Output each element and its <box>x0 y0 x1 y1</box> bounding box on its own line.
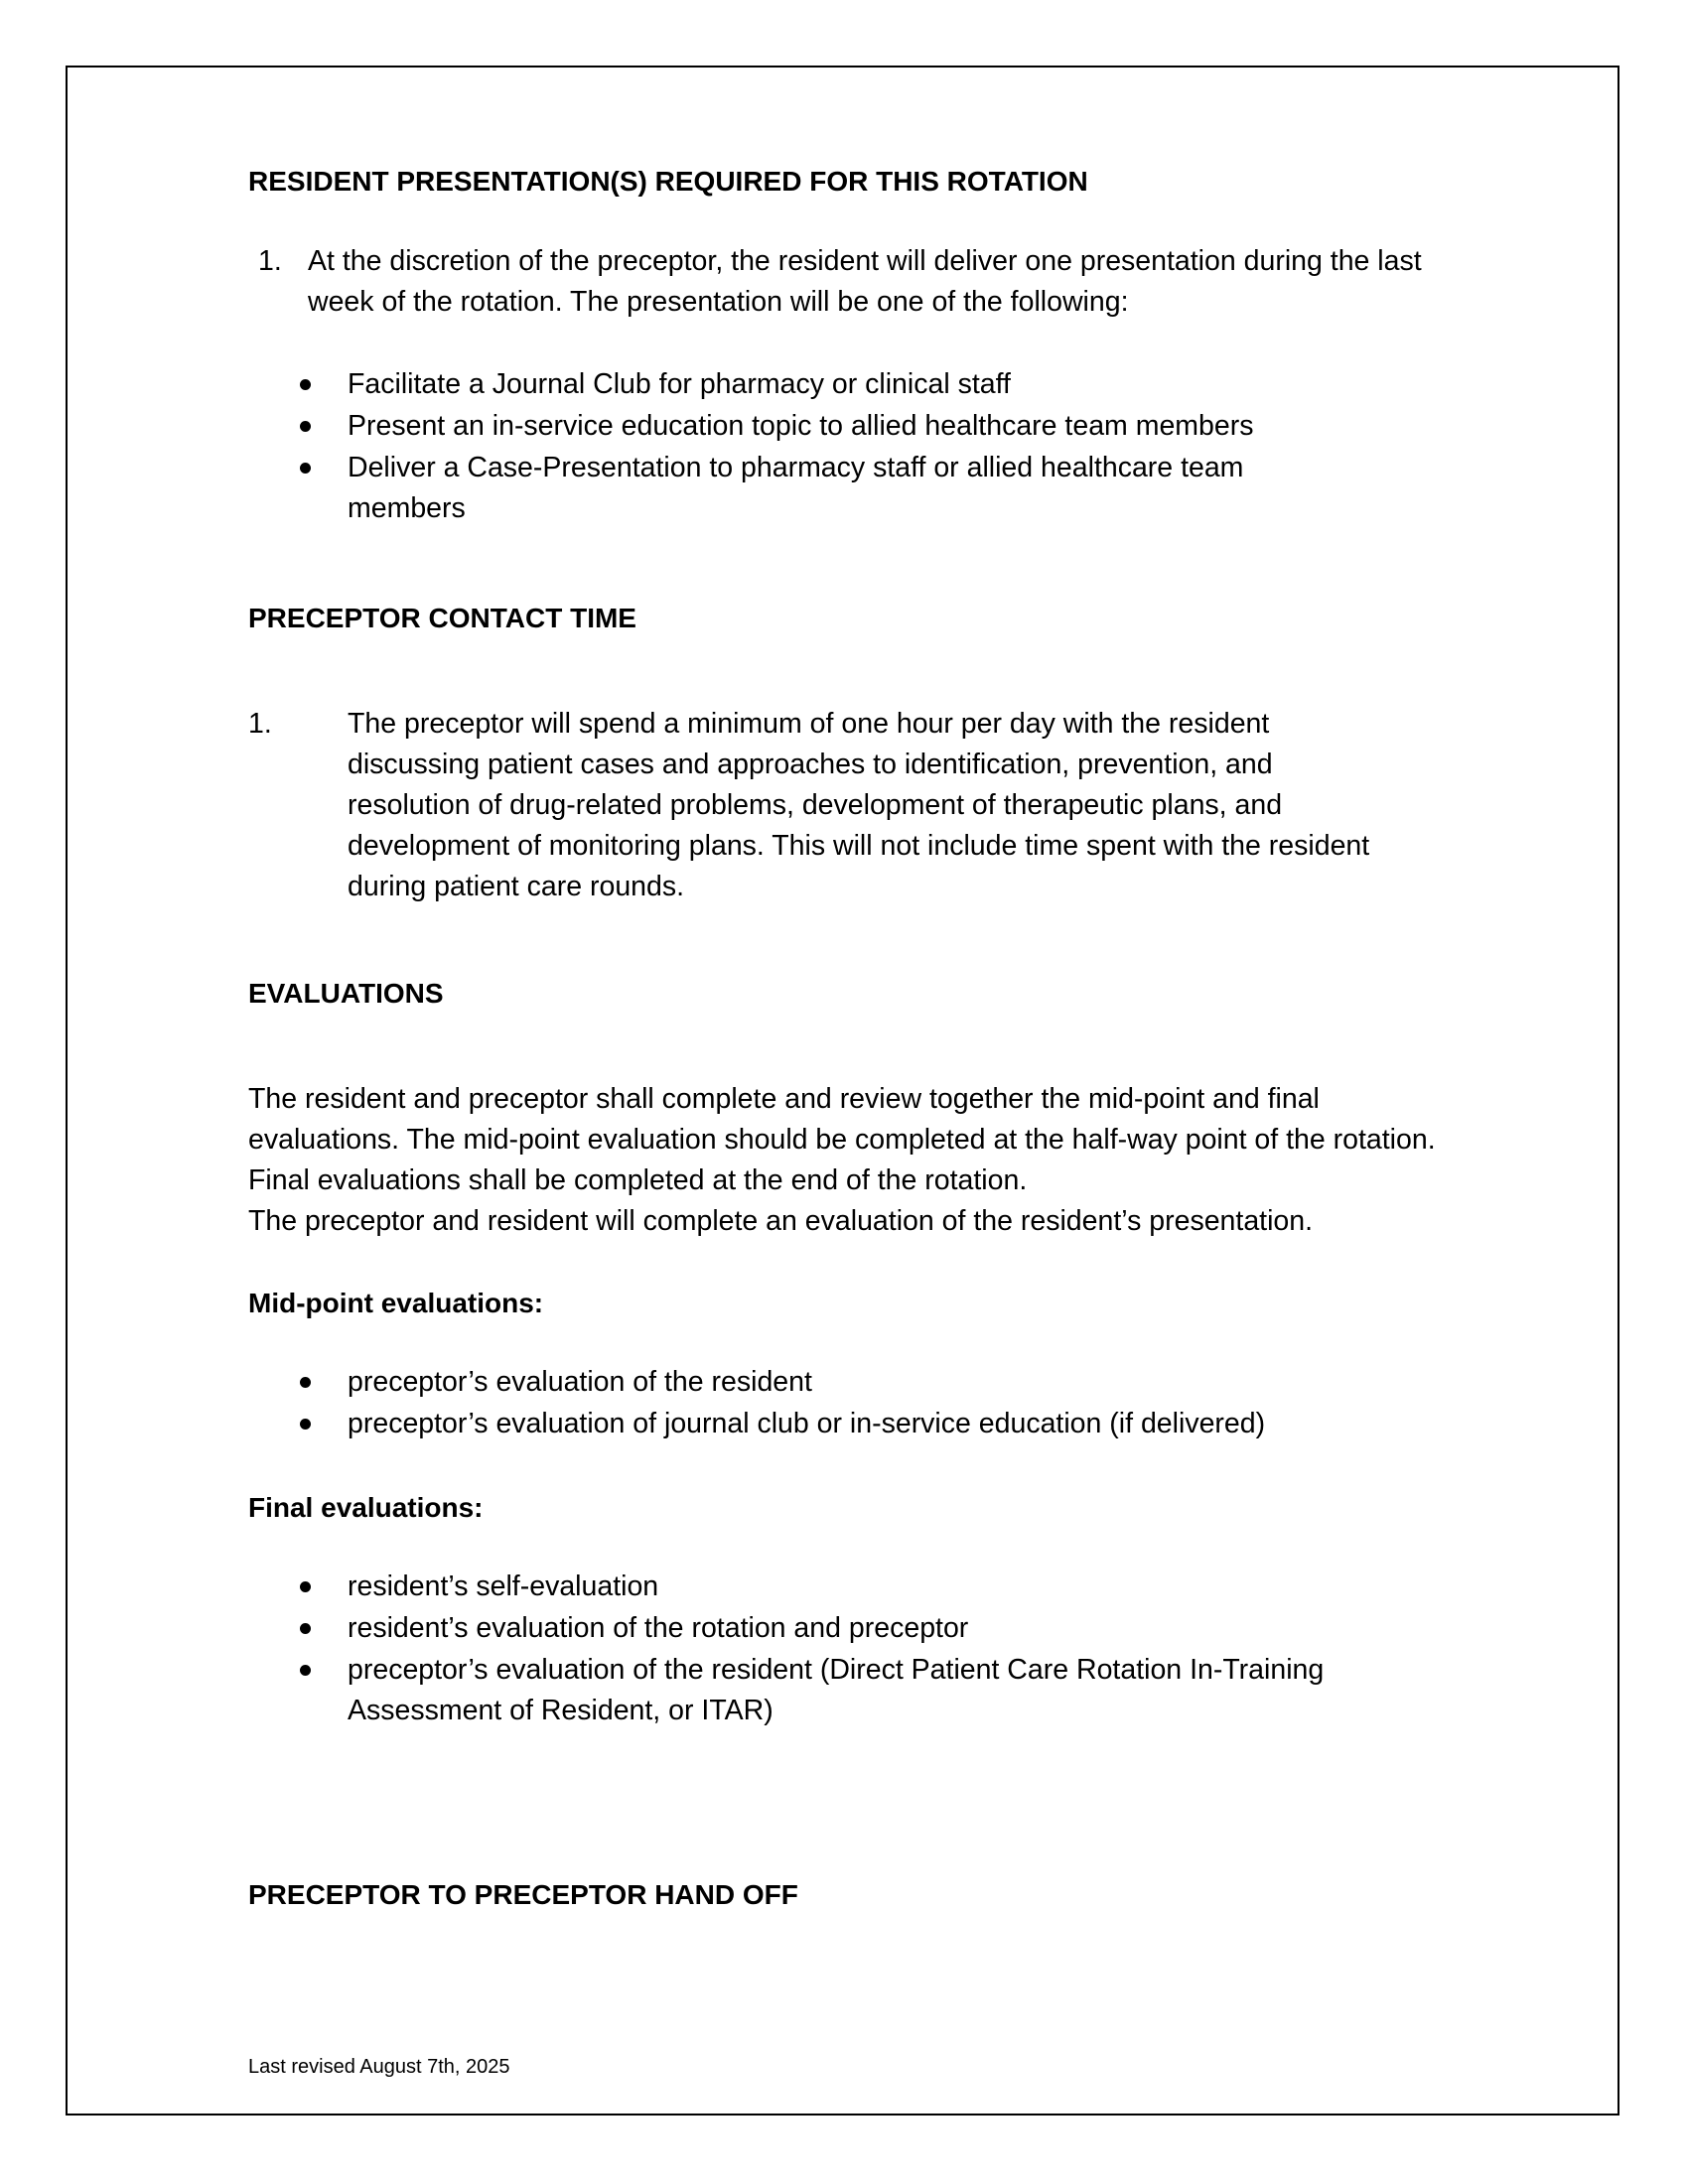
contact-time-item-text: The preceptor will spend a minimum of one hour per day with the resident discussing patient cases and approaches to identification, prevention, and resolution of drug-related problems, development of therapeutic plans, and development of monitoring plans. This will not include time spent with the resident during patient care rounds. <box>348 708 1370 902</box>
bullet-icon <box>300 1623 311 1634</box>
presentations-item-text: At the discretion of the preceptor, the resident will deliver one presentation during the last week of the rotation. The presentation will be one of the following: <box>308 245 1422 318</box>
bullet-text: Deliver a Case-Presentation to pharmacy staff or allied healthcare team members <box>348 452 1244 524</box>
presentations-item-number: 1. <box>258 245 282 277</box>
bullet-text: preceptor’s evaluation of the resident (Direct Patient Care Rotation In-Training Assessment of Resident, or ITAR) <box>348 1654 1325 1726</box>
midpoint-bullet-list <box>248 1362 1440 1445</box>
bullet-text: Facilitate a Journal Club for pharmacy or clinical staff <box>348 368 1011 400</box>
presentations-bullet-list <box>248 364 1440 530</box>
list-item <box>248 1404 1390 1444</box>
list-item <box>248 406 1390 447</box>
bullet-text: resident’s self-evaluation <box>348 1570 659 1602</box>
contact-time-heading: PRECEPTOR CONTACT TIME <box>248 603 636 633</box>
list-item <box>248 1362 1390 1403</box>
final-evaluations-heading: Final evaluations: <box>248 1492 484 1523</box>
final-bullet-list <box>248 1567 1440 1732</box>
list-item <box>248 1567 1390 1607</box>
contact-time-item-number: 1. <box>248 708 272 740</box>
list-item <box>248 448 1340 529</box>
bullet-icon <box>300 463 311 474</box>
bullet-icon <box>300 1419 311 1430</box>
midpoint-evaluations-heading: Mid-point evaluations: <box>248 1288 544 1318</box>
bullet-icon <box>300 379 311 390</box>
footer-revised-date: Last revised August 7th, 2025 <box>248 2056 510 2078</box>
bullet-text: Present an in-service education topic to allied healthcare team members <box>348 410 1254 442</box>
bullet-icon <box>300 1665 311 1676</box>
presentations-heading: RESIDENT PRESENTATION(S) REQUIRED FOR THIS ROTATION <box>248 166 1088 197</box>
list-item <box>248 1650 1400 1731</box>
list-item <box>248 364 1390 405</box>
list-item <box>248 1608 1390 1649</box>
bullet-text: preceptor’s evaluation of the resident <box>348 1366 812 1398</box>
bullet-text: preceptor’s evaluation of journal club or in-service education (if delivered) <box>348 1408 1266 1439</box>
evaluations-paragraph-2: The preceptor and resident will complete an evaluation of the resident’s presentation. <box>248 1205 1314 1237</box>
bullet-text: resident’s evaluation of the rotation and preceptor <box>348 1612 969 1644</box>
bullet-icon <box>300 1581 311 1592</box>
evaluations-paragraph-1: The resident and preceptor shall complete and review together the mid-point and final evaluations. The mid-point evaluation should be completed at the half-way point of the rotation. Final evaluations shall be completed at the end of the rotation. <box>248 1083 1436 1196</box>
bullet-icon <box>300 1377 311 1388</box>
handoff-heading: PRECEPTOR TO PRECEPTOR HAND OFF <box>248 1879 798 1910</box>
evaluations-heading: EVALUATIONS <box>248 978 444 1009</box>
bullet-icon <box>300 421 311 432</box>
